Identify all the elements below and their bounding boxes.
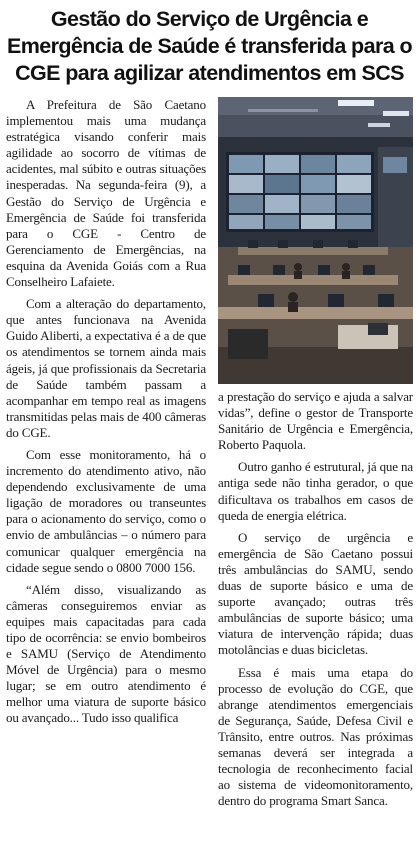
paragraph: “Além disso, visualizando as câmeras conseguiremos enviar as equipes mais capacitadas para cada tipo de ocorrência: se envio bombeiros e SAMU (Serviço de Atendimento Móvel de Urgência) para o mesmo lugar; se em outro atendimento é melhor uma viatura de suporte básico ou avançado... Tudo isso qualifica: [6, 581, 206, 726]
paragraph: Essa é mais uma etapa do processo de evolução do CGE, que abrange atendimentos emergenciais de Segurança, Saúde, Defesa Civil e Trânsito, entre outros. Nas próximas semanas deverá ser integrada a tecnologia de reconhecimento facial ao sistema de videomonitoramento, dentro do programa Smart Sanca.: [218, 664, 413, 809]
headline: Gestão do Serviço de Urgência e Emergência de Saúde é transferida para o CGE para agilizar atendimentos em SCS: [7, 7, 412, 85]
control-room-photo: [218, 97, 413, 384]
right-column-text: [218, 389, 413, 815]
paragraph: Outro ganho é estrutural, já que na antiga sede não tinha gerador, o que dificultava os trabalhos em casos de queda de energia elétrica.: [218, 459, 413, 523]
paragraph: a prestação do serviço e ajuda a salvar vidas”, define o gestor de Transporte Sanitário de Urgência e Emergência, Roberto Paquola.: [218, 389, 413, 453]
paragraph: A Prefeitura de São Caetano implementou mais uma mudança estratégica visando conferir mais agilidade ao socorro de vítimas de acidentes, mal súbito e outras situações inesperadas. Na segunda-feira (9), a Gestão do Serviço de Urgência e Emergência de Saúde foi transferida para o CGE - Centro de Gerenciamento de Emergências, na esquina da Avenida Goiás com a Rua Conselheiro Lafaiete.: [6, 97, 206, 290]
paragraph: Com a alteração do departamento, que antes funcionava na Avenida Guido Aliberti, a expectativa é a de que os atendimentos se tornem ainda mais ágeis, já que profissionais da Secretaria de Saúde também passam a acompanhar em tempo real as imagens transmitidas pelas mais de 400 câmeras do CGE.: [6, 296, 206, 440]
left-column: [6, 97, 206, 733]
paragraph: Com esse monitoramento, há o incremento do atendimento ativo, não dependendo exclusivamente de uma ligação de moradores ou transeuntes para o acionamento do serviço, como o envio de ambulâncias – o número para comunicar qualquer emergência na cidade segue sendo o 0800 7000 156.: [6, 446, 206, 575]
control-room-illustration: [218, 97, 413, 384]
paragraph: O serviço de urgência e emergência de São Caetano possui três ambulâncias do SAMU, sendo duas de suporte básico e uma de suporte avançado; outras três ambulâncias de suporte básico; uma viatura de intervenção rápida; duas motolâncias e duas bicicletas.: [218, 529, 413, 658]
